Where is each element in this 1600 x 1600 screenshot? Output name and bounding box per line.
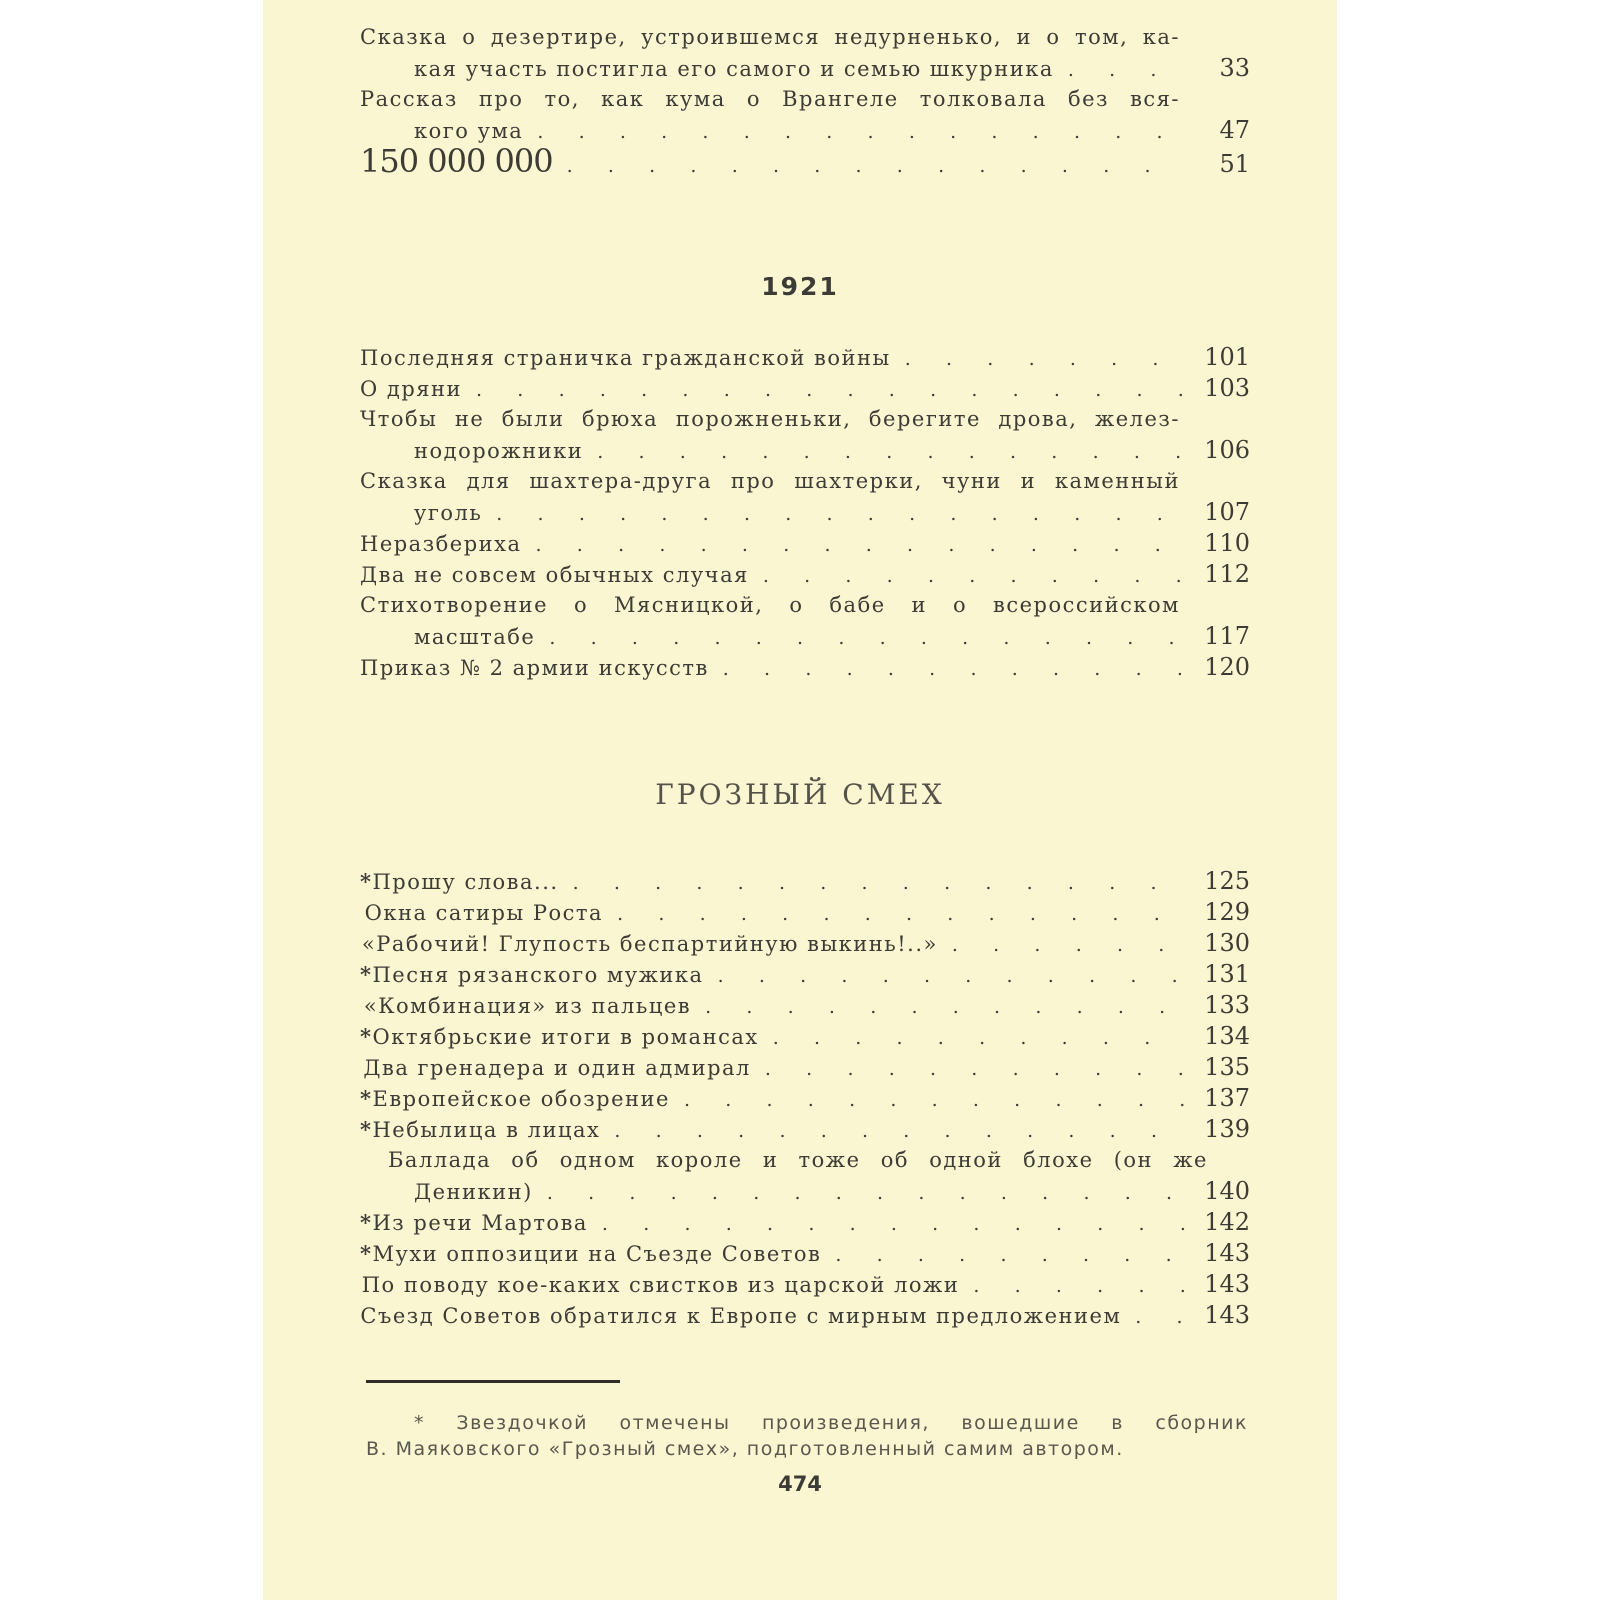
toc-entry-line [360,342,1250,373]
toc-entry-line [360,497,1250,528]
page-ref: 117 [1204,622,1250,650]
toc-entry-line [360,404,1250,435]
dot-leader [602,1208,1186,1240]
entry-title: Окна сатиры Роста [364,901,604,925]
toc-entry-line [360,435,1250,466]
page-ref: 134 [1204,1022,1250,1050]
toc-entry-line [360,1300,1250,1331]
footnote [366,1410,1248,1462]
toc-entry-line [360,897,1250,928]
toc-entry [360,652,1250,683]
toc-entry-line [360,866,1250,897]
asterisk-marker: * [360,962,373,987]
toc-entry-line [360,1114,1250,1145]
toc-entry [360,1207,1250,1238]
dot-leader [684,1084,1186,1116]
dot-leader [718,960,1186,992]
dot-leader [1068,54,1186,86]
entry-title: Прошу слова... [372,870,559,894]
entry-title: Мухи оппозиции на Съезде Советов [372,1242,822,1266]
toc-entry [360,1269,1250,1300]
toc-entry-line [360,990,1250,1021]
entry-title: Неразбериха [360,532,522,556]
entry-title: 150 000 000 [360,142,553,180]
entry-title: «Комбинация» из пальцев [363,994,692,1018]
entry-title: Последняя страничка гражданской войны [360,346,891,370]
dot-leader [952,929,1186,961]
entry-title: уголь [414,501,483,525]
toc-entry-line [360,652,1250,683]
page-ref: 143 [1204,1239,1250,1267]
page-ref: 33 [1219,54,1250,82]
toc-1921-group [360,342,1250,683]
toc-entry [360,373,1250,404]
toc-entry-line [360,1145,1250,1176]
entry-title: Два не совсем обычных случая [360,563,749,587]
asterisk-marker: * [360,1117,373,1142]
dot-leader [547,1177,1186,1209]
entry-title: «Рабочий! Глупость беспартийную выкинь!..» [361,932,938,956]
page-ref: 137 [1204,1084,1250,1112]
page-ref: 110 [1204,529,1250,557]
dot-leader [537,116,1186,148]
page-number: 474 [778,1472,822,1496]
entry-title: Сказка для шахтера-друга про шахтерки, чуни и каменный [360,469,1180,493]
entry-title: Сказка о дезертире, устроившемся недурненько, и о том, ка- [360,25,1180,49]
dot-leader [573,867,1186,899]
page-ref: 120 [1204,653,1250,681]
entry-title: масштабе [414,625,536,649]
dot-leader [723,653,1186,685]
dot-leader [597,436,1186,468]
toc-entry-line [360,142,1250,180]
asterisk-marker: * [360,1024,373,1049]
page-ref: 133 [1204,991,1250,1019]
entry-title: Баллада об одном короле и тоже об одной блохе (он же [388,1148,1208,1172]
toc-entry [360,1052,1250,1083]
toc-entry-line [360,590,1250,621]
entry-title: Рассказ про то, как кума о Врангеле толковала без вся- [360,87,1180,111]
dot-leader [536,529,1186,561]
page-ref: 143 [1204,1301,1250,1329]
entry-title: Песня рязанского мужика [372,963,704,987]
page-ref: 139 [1204,1115,1250,1143]
entry-title: Съезд Советов обратился к Европе с мирным предложением [360,1304,1122,1328]
footnote-line-1: * Звездочкой отмечены произведения, вошедшие в сборник [414,1412,1248,1434]
toc-entry [360,590,1250,652]
page-ref: 131 [1204,960,1250,988]
toc-top-group [360,22,1250,180]
dot-leader [835,1239,1186,1271]
toc-entry [360,404,1250,466]
toc-grozny-smekh-group [360,866,1250,1331]
page-ref: 129 [1204,898,1250,926]
asterisk-marker: * [360,1086,373,1111]
page-ref: 112 [1204,560,1250,588]
toc-entry [360,1114,1250,1145]
page-ref: 106 [1204,436,1250,464]
toc-entry-line [360,1207,1250,1238]
toc-entry [360,866,1250,897]
year-heading: 1921 [761,272,839,301]
page-ref: 143 [1204,1270,1250,1298]
page-ref: 130 [1204,929,1250,957]
dot-leader [763,560,1186,592]
dot-leader [614,1115,1186,1147]
page-ref: 51 [1219,150,1250,178]
toc-entry [360,84,1250,146]
dot-leader [705,991,1186,1023]
page-ref: 135 [1204,1053,1250,1081]
toc-entry-line [360,959,1250,990]
entry-title: Октябрьские итоги в романсах [372,1025,759,1049]
entry-title: Из речи Мартова [372,1211,588,1235]
entry-title: нодорожники [414,439,584,463]
toc-entry-line [360,621,1250,652]
entry-title: Два гренадера и один адмирал [363,1056,751,1080]
entry-title: Европейское обозрение [372,1087,670,1111]
toc-entry-line [360,528,1250,559]
toc-entry [360,22,1250,84]
toc-entry [360,1083,1250,1114]
asterisk-marker: * [360,1241,373,1266]
dot-leader [567,150,1186,182]
toc-entry [360,928,1250,959]
page-ref: 142 [1204,1208,1250,1236]
toc-entry [360,142,1250,180]
toc-entry-line [360,466,1250,497]
toc-entry [360,528,1250,559]
page-ref: 107 [1204,498,1250,526]
toc-entry [360,559,1250,590]
toc-entry-line [360,22,1250,53]
entry-title: Стихотворение о Мясницкой, о бабе и о всероссийском [360,593,1180,617]
toc-entry [360,1300,1250,1331]
page-ref: 140 [1204,1177,1250,1205]
toc-entry [360,959,1250,990]
toc-entry-line [360,928,1250,959]
toc-entry-line [360,53,1250,84]
dot-leader [1135,1301,1186,1333]
page-ref: 101 [1204,343,1250,371]
section-heading: ГРОЗНЫЙ СМЕХ [655,778,945,811]
page-ref: 125 [1204,867,1250,895]
asterisk-marker: * [360,869,373,894]
toc-entry-line [360,1021,1250,1052]
entry-title: кая участь постигла его самого и семью шкурника [414,57,1054,81]
entry-title: О дряни [360,377,463,401]
footnote-line-2: В. Маяковского «Грозный смех», подготовленный самим автором. [366,1438,1124,1460]
toc-entry-line [360,1052,1250,1083]
entry-title: Деникин) [414,1180,533,1204]
toc-entry [360,1021,1250,1052]
entry-title: Небылица в лицах [372,1118,601,1142]
entry-title: Приказ № 2 армии искусств [360,656,709,680]
dot-leader [773,1022,1186,1054]
toc-entry [360,990,1250,1021]
entry-title: кого ума [414,119,524,143]
dot-leader [549,622,1186,654]
dot-leader [765,1053,1186,1085]
dot-leader [476,374,1186,406]
dot-leader [496,498,1186,530]
page-ref: 47 [1219,116,1250,144]
toc-entry-line [360,1083,1250,1114]
toc-entry-line [360,373,1250,404]
dot-leader [973,1270,1186,1302]
toc-entry-line [360,1238,1250,1269]
entry-title: По поводу кое-каких свистков из царской ложи [361,1273,960,1297]
footnote-rule [366,1380,620,1383]
dot-leader [617,898,1186,930]
page-ref: 103 [1204,374,1250,402]
entry-title: Чтобы не были брюха порожненьки, берегите дрова, желез- [360,407,1180,431]
dot-leader [905,343,1186,375]
toc-entry [360,897,1250,928]
toc-entry [360,342,1250,373]
toc-entry [360,466,1250,528]
toc-entry-line [360,84,1250,115]
toc-entry-line [360,559,1250,590]
toc-entry [360,1238,1250,1269]
toc-entry-line [360,1269,1250,1300]
toc-entry-line [360,1176,1250,1207]
asterisk-marker: * [360,1210,373,1235]
toc-entry [360,1145,1250,1207]
